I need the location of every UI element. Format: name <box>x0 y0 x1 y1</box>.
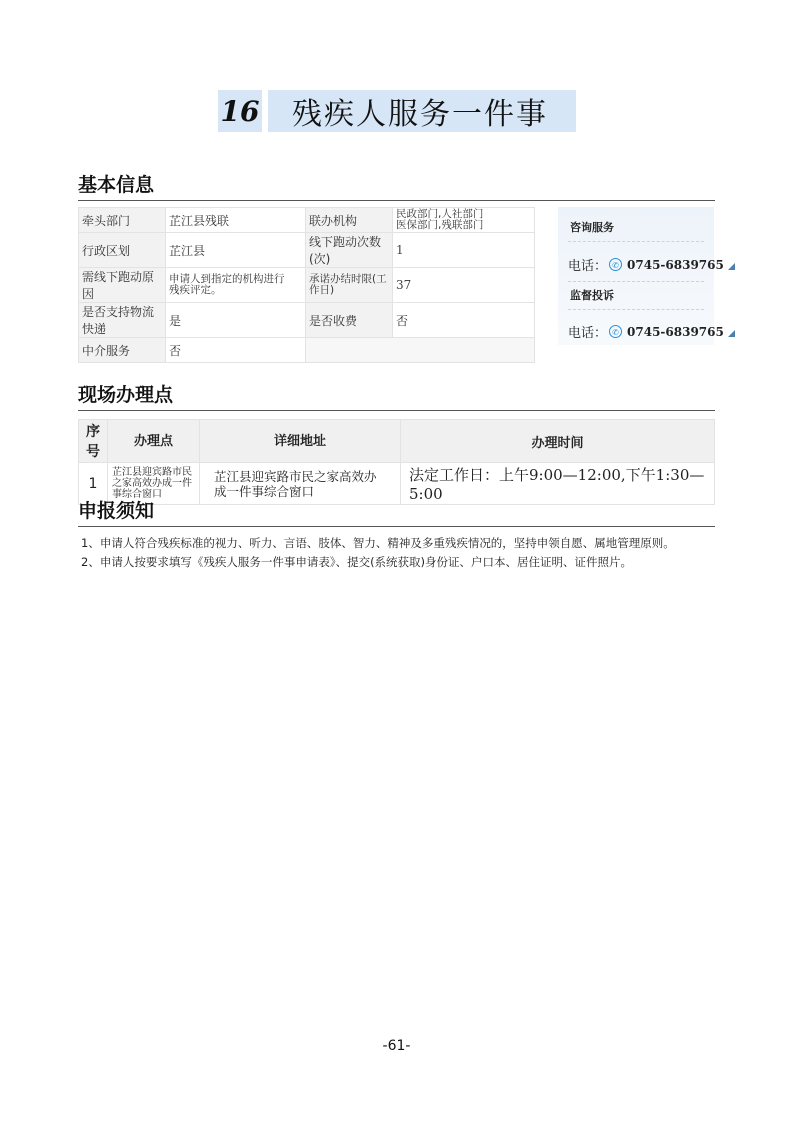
header-place: 办理点 <box>108 420 200 463</box>
agency-value: 否 <box>166 338 306 363</box>
corner-arrow-icon <box>728 330 735 337</box>
divider <box>568 281 704 282</box>
supervise-heading: 监督投诉 <box>570 289 614 302</box>
divider <box>568 241 704 242</box>
promise-time-label: 承诺办结时限(工作日) <box>306 268 393 303</box>
notice-list <box>81 534 721 572</box>
divider <box>568 309 704 310</box>
fee-label: 是否收费 <box>306 303 393 338</box>
region-value: 芷江县 <box>166 233 306 268</box>
title-number: 16 <box>218 90 262 132</box>
row-hours: 法定工作日：上午9:00—12:00,下午1:30—5:00 <box>401 463 715 505</box>
consult-phone-label: 电话： <box>568 259 608 274</box>
header-no: 序号 <box>79 420 108 463</box>
section-heading-site: 现场办理点 <box>78 380 715 411</box>
logistics-value: 是 <box>166 303 306 338</box>
table-row <box>79 338 535 363</box>
supervise-phone-label: 电话： <box>568 326 608 341</box>
header-hours: 办理时间 <box>401 420 715 463</box>
basic-info-table <box>78 207 535 363</box>
table-row <box>79 233 535 268</box>
lead-dept-value: 芷江县残联 <box>166 208 306 233</box>
offline-count-value: 1 <box>393 233 535 268</box>
phone-icon: ✆ <box>609 258 622 271</box>
contact-box <box>558 207 724 345</box>
document-title <box>218 90 576 132</box>
notice-item: 2、申请人按要求填写《残疾人服务一件事申请表》、提交(系统获取)身份证、户口本、居住证明、证件照片。 <box>81 555 633 569</box>
table-header-row <box>79 420 715 463</box>
consult-phone-number[interactable]: 0745-6839765 <box>627 257 724 272</box>
offline-count-label: 线下跑动次数(次) <box>306 233 393 268</box>
agency-label: 中介服务 <box>79 338 166 363</box>
offline-reason-label: 需线下跑动原因 <box>79 268 166 303</box>
corner-arrow-icon <box>728 263 735 270</box>
row-place: 芷江县迎宾路市民之家高效办成一件事综合窗口 <box>108 463 200 505</box>
logistics-label: 是否支持物流快递 <box>79 303 166 338</box>
table-row <box>79 268 535 303</box>
row-address: 芷江县迎宾路市民之家高效办成一件事综合窗口 <box>200 463 401 505</box>
site-table <box>78 419 715 505</box>
phone-icon: ✆ <box>609 325 622 338</box>
consult-heading: 咨询服务 <box>570 221 614 234</box>
page-number: -61- <box>382 1038 411 1054</box>
joint-agency-value-line2: 医保部门,残联部门 <box>396 219 484 231</box>
section-heading-notice: 申报须知 <box>78 496 715 527</box>
title-text: 残疾人服务一件事 <box>268 90 576 132</box>
supervise-phone-number[interactable]: 0745-6839765 <box>627 324 724 339</box>
notice-item: 1、申请人符合残疾标准的视力、听力、言语、肢体、智力、精神及多重残疾情况的，坚持申领自愿、属地管理原则。 <box>81 536 675 550</box>
joint-agency-value <box>393 208 535 233</box>
table-row <box>79 208 535 233</box>
table-row <box>79 303 535 338</box>
header-address: 详细地址 <box>200 420 401 463</box>
consult-phone-row <box>568 255 735 274</box>
offline-reason-value <box>166 268 306 303</box>
lead-dept-label: 牵头部门 <box>79 208 166 233</box>
empty-cell <box>306 338 535 363</box>
fee-value: 否 <box>393 303 535 338</box>
row-no: 1 <box>79 463 108 505</box>
joint-agency-label: 联办机构 <box>306 208 393 233</box>
offline-reason-line2: 残疾评定。 <box>169 284 222 296</box>
promise-time-value: 37 <box>393 268 535 303</box>
region-label: 行政区划 <box>79 233 166 268</box>
supervise-phone-row <box>568 322 735 341</box>
offline-reason-line1: 申请人到指定的机构进行 <box>169 273 285 285</box>
joint-agency-value-line1: 民政部门,人社部门 <box>396 208 484 220</box>
section-heading-basic-info: 基本信息 <box>78 170 715 201</box>
